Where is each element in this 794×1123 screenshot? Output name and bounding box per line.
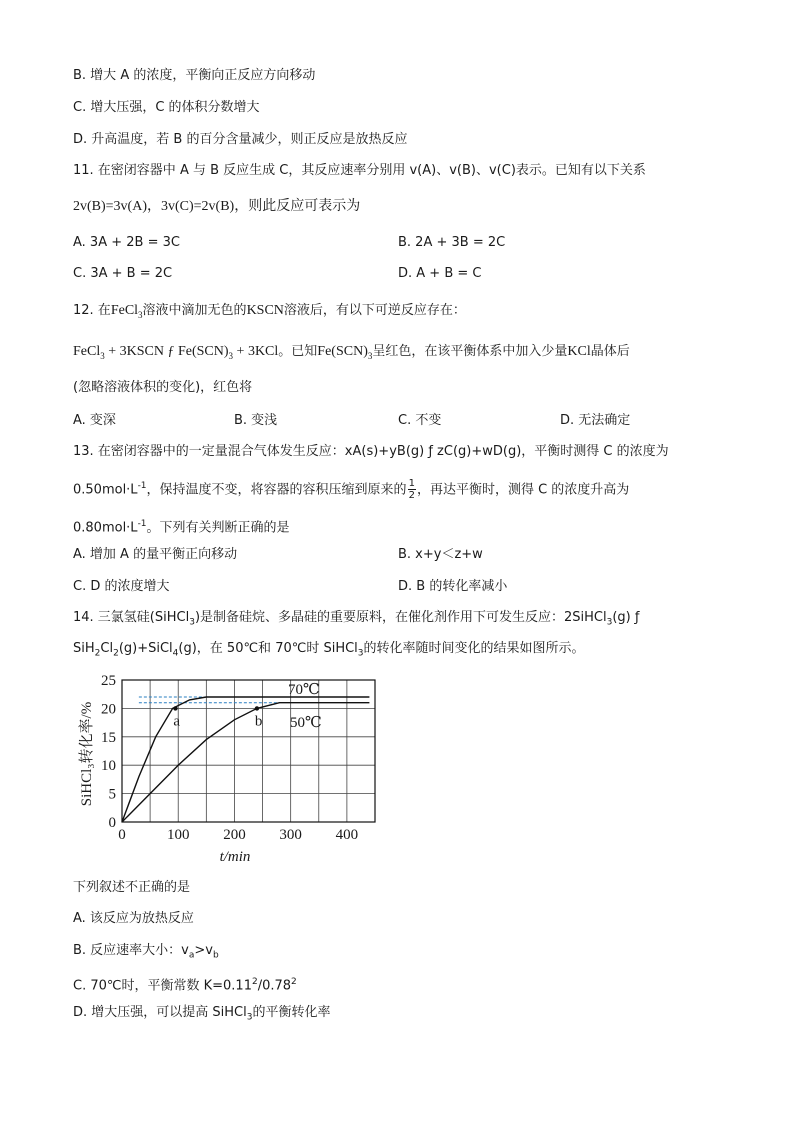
x-tick-label: 100	[166, 827, 190, 843]
q10-option-d: D. 升高温度，若 B 的百分含量减少，则正反应是放热反应	[73, 132, 408, 147]
q13-line3-post: 。下列有关判断正确的是	[146, 520, 290, 536]
q12-fescn-sub: 3	[367, 350, 373, 361]
x-axis-label: t/min	[219, 849, 251, 865]
q13-stem: 13. 在密闭容器中的一定量混合气体发生反应：xA(s)+yB(g) ƒ zC(g)+wD(g)，平衡时测得 C 的浓度为	[73, 444, 669, 459]
q13-line2	[73, 477, 629, 501]
chart-frame	[122, 680, 375, 822]
q14-d-pre: D. 增大压强，可以提高 SiHCl	[73, 1005, 247, 1020]
q13-fraction	[408, 478, 416, 501]
q12-fecl3-sub: 3	[138, 309, 143, 320]
q11-option-c: C. 3A + B = 2C	[73, 266, 173, 281]
q14-stem-post: (g) ƒ	[612, 610, 640, 625]
q14-option-a: A. 该反应为放热反应	[73, 911, 194, 926]
q14-l2-e: 的转化率随时间变化的结果如图所示。	[363, 641, 585, 656]
conversion-chart	[70, 672, 390, 872]
series-line-50c	[122, 703, 369, 822]
x-tick-label: 300	[279, 827, 302, 843]
q12-fecl3	[111, 303, 143, 318]
q12-eq-left-sub: 3	[100, 350, 105, 361]
q10-option-c: C. 增大压强，C 的体积分数增大	[73, 100, 260, 115]
series-line-70c	[122, 697, 369, 822]
q14-d-sub: 3	[246, 1012, 253, 1023]
q14-l2-a: SiH	[73, 641, 95, 656]
q12-kscn: KSCN	[246, 303, 284, 318]
q12-eq-mid-text: + 3KSCN ƒ Fe(SCN)	[104, 344, 229, 359]
point-label-a: a	[173, 713, 181, 730]
q14-c-pre: C. 70℃时，平衡常数 K=0.11	[73, 978, 252, 994]
q11-stem: 11. 在密闭容器中 A 与 B 反应生成 C，其反应速率分别用 v(A)、v(B)、v(C)表示。已知有以下关系	[73, 163, 646, 178]
q14-prompt: 下列叙述不正确的是	[73, 880, 191, 895]
q13-line2-post: ，再达平衡时，测得 C 的浓度升高为	[416, 482, 630, 498]
q14-c-sup1: 2	[251, 977, 258, 987]
q14-option-b	[73, 942, 219, 965]
q13-option-d: D. B 的转化率减小	[398, 579, 508, 594]
q12-eq-text2: 呈红色，在该平衡体系中加入少量	[372, 344, 568, 359]
q12-eq-text3: 晶体后	[590, 344, 630, 359]
x-tick-label: 0	[118, 827, 126, 843]
q14-l2-sub-a: 2	[94, 648, 101, 659]
q13-frac-den: 2	[408, 490, 415, 502]
q12-option-c: C. 不变	[398, 413, 442, 428]
q10-option-b: B. 增大 A 的浓度，平衡向正反应方向移动	[73, 68, 316, 83]
q14-stem	[73, 609, 639, 632]
q12-eq-text: 。已知	[278, 344, 318, 359]
q14-c-mid: /0.78	[257, 978, 292, 994]
y-tick-label: 10	[101, 758, 116, 775]
q12-option-b: B. 变浅	[234, 413, 278, 428]
legend-70c: 70℃	[288, 682, 320, 698]
q13-line2-sup: -1	[137, 481, 147, 491]
q14-b-pre: B. 反应速率大小：v	[73, 943, 189, 958]
q12-eq-mid-sub: 3	[228, 350, 234, 361]
point-label-b: b	[254, 713, 263, 730]
q13-option-a: A. 增加 A 的量平衡正向移动	[73, 547, 238, 562]
q14-stem-sub2: 3	[606, 617, 613, 628]
q12-stem	[73, 302, 466, 324]
chart-ticks	[101, 673, 358, 843]
x-tick-label: 200	[223, 827, 246, 843]
q12-fescn	[317, 344, 372, 359]
q13-option-b: B. x+y＜z+w	[398, 547, 483, 562]
y-tick-label: 5	[108, 786, 116, 803]
q12-eq-mid	[105, 344, 233, 359]
y-tick-label: 25	[101, 673, 116, 689]
chart-points	[173, 706, 262, 729]
q14-b-sub1: a	[188, 950, 195, 961]
q14-l2-sub-c: 4	[172, 648, 179, 659]
q14-line2	[73, 640, 585, 663]
q11-condition: 2v(B)=3v(A)，3v(C)=2v(B)，则此反应可表示为	[73, 199, 361, 214]
q13-line2-pre: 0.50mol·L	[73, 482, 138, 498]
q14-c-sup2: 2	[291, 977, 297, 987]
legend-50c: 50℃	[290, 715, 322, 731]
q12-option-d: D. 无法确定	[560, 413, 631, 428]
q12-fescn-text: Fe(SCN)	[317, 344, 368, 359]
q14-stem-pre: 14. 三氯氢硅(SiHCl	[73, 610, 190, 625]
y-tick-label: 15	[101, 729, 116, 746]
q14-stem-mid: )是制备硅烷、多晶硅的重要原料，在催化剂作用下可发生反应：2SiHCl	[194, 610, 607, 625]
x-tick-label: 400	[335, 827, 359, 843]
q11-option-a: A. 3A + 2B = 3C	[73, 235, 180, 250]
q14-l2-d: (g)，在 50℃和 70℃时 SiHCl	[178, 641, 358, 656]
point-a	[173, 706, 177, 710]
q13-line3-sup: -1	[137, 519, 147, 529]
q11-option-b: B. 2A + 3B = 2C	[398, 235, 506, 250]
q12-eq-left	[73, 344, 105, 359]
chart-reference-lines	[139, 697, 280, 703]
chart-grid	[122, 680, 375, 822]
q13-frac-num: 1	[408, 478, 415, 490]
q12-kcl: KCl	[567, 344, 591, 359]
q14-l2-c: (g)+SiCl	[118, 641, 173, 656]
q12-line3: (忽略溶液体积的变化)，红色将	[73, 380, 253, 395]
q14-option-d	[73, 1004, 331, 1027]
y-tick-label: 0	[108, 815, 116, 831]
plot-frame	[122, 680, 375, 822]
q13-line3	[73, 515, 290, 537]
q14-b-mid: >v	[194, 943, 213, 958]
q14-l2-b: Cl	[100, 641, 114, 656]
q13-option-c: C. D 的浓度增大	[73, 579, 170, 594]
point-b	[255, 706, 259, 710]
q14-stem-sub1: 3	[189, 617, 195, 628]
q12-equation-line	[73, 343, 630, 365]
q14-b-sub2: b	[213, 950, 219, 961]
q14-l2-sub-b: 2	[113, 648, 119, 659]
q12-stem-post: 溶液后，有以下可逆反应存在：	[283, 303, 466, 318]
q11-option-d: D. A + B = C	[398, 266, 482, 281]
q14-option-c	[73, 973, 297, 995]
q12-option-a: A. 变深	[73, 413, 116, 428]
q12-eq-left-text: FeCl	[73, 344, 101, 359]
q14-l2-sub-d: 3	[357, 648, 364, 659]
q12-eq-right: + 3KCl	[233, 344, 279, 359]
y-axis-label: SiHCl₃转化率/%	[79, 701, 95, 807]
q13-line2-mid: ，保持温度不变，将容器的容积压缩到原来的	[146, 482, 407, 498]
q13-line3-pre: 0.80mol·L	[73, 520, 138, 536]
q14-d-post: 的平衡转化率	[252, 1005, 331, 1020]
q12-stem-mid: 溶液中滴加无色的	[142, 303, 247, 318]
q12-stem-pre: 12. 在	[73, 303, 111, 318]
y-tick-label: 20	[101, 701, 116, 718]
chart-series	[122, 697, 369, 822]
q12-fecl3-text: FeCl	[110, 303, 139, 318]
